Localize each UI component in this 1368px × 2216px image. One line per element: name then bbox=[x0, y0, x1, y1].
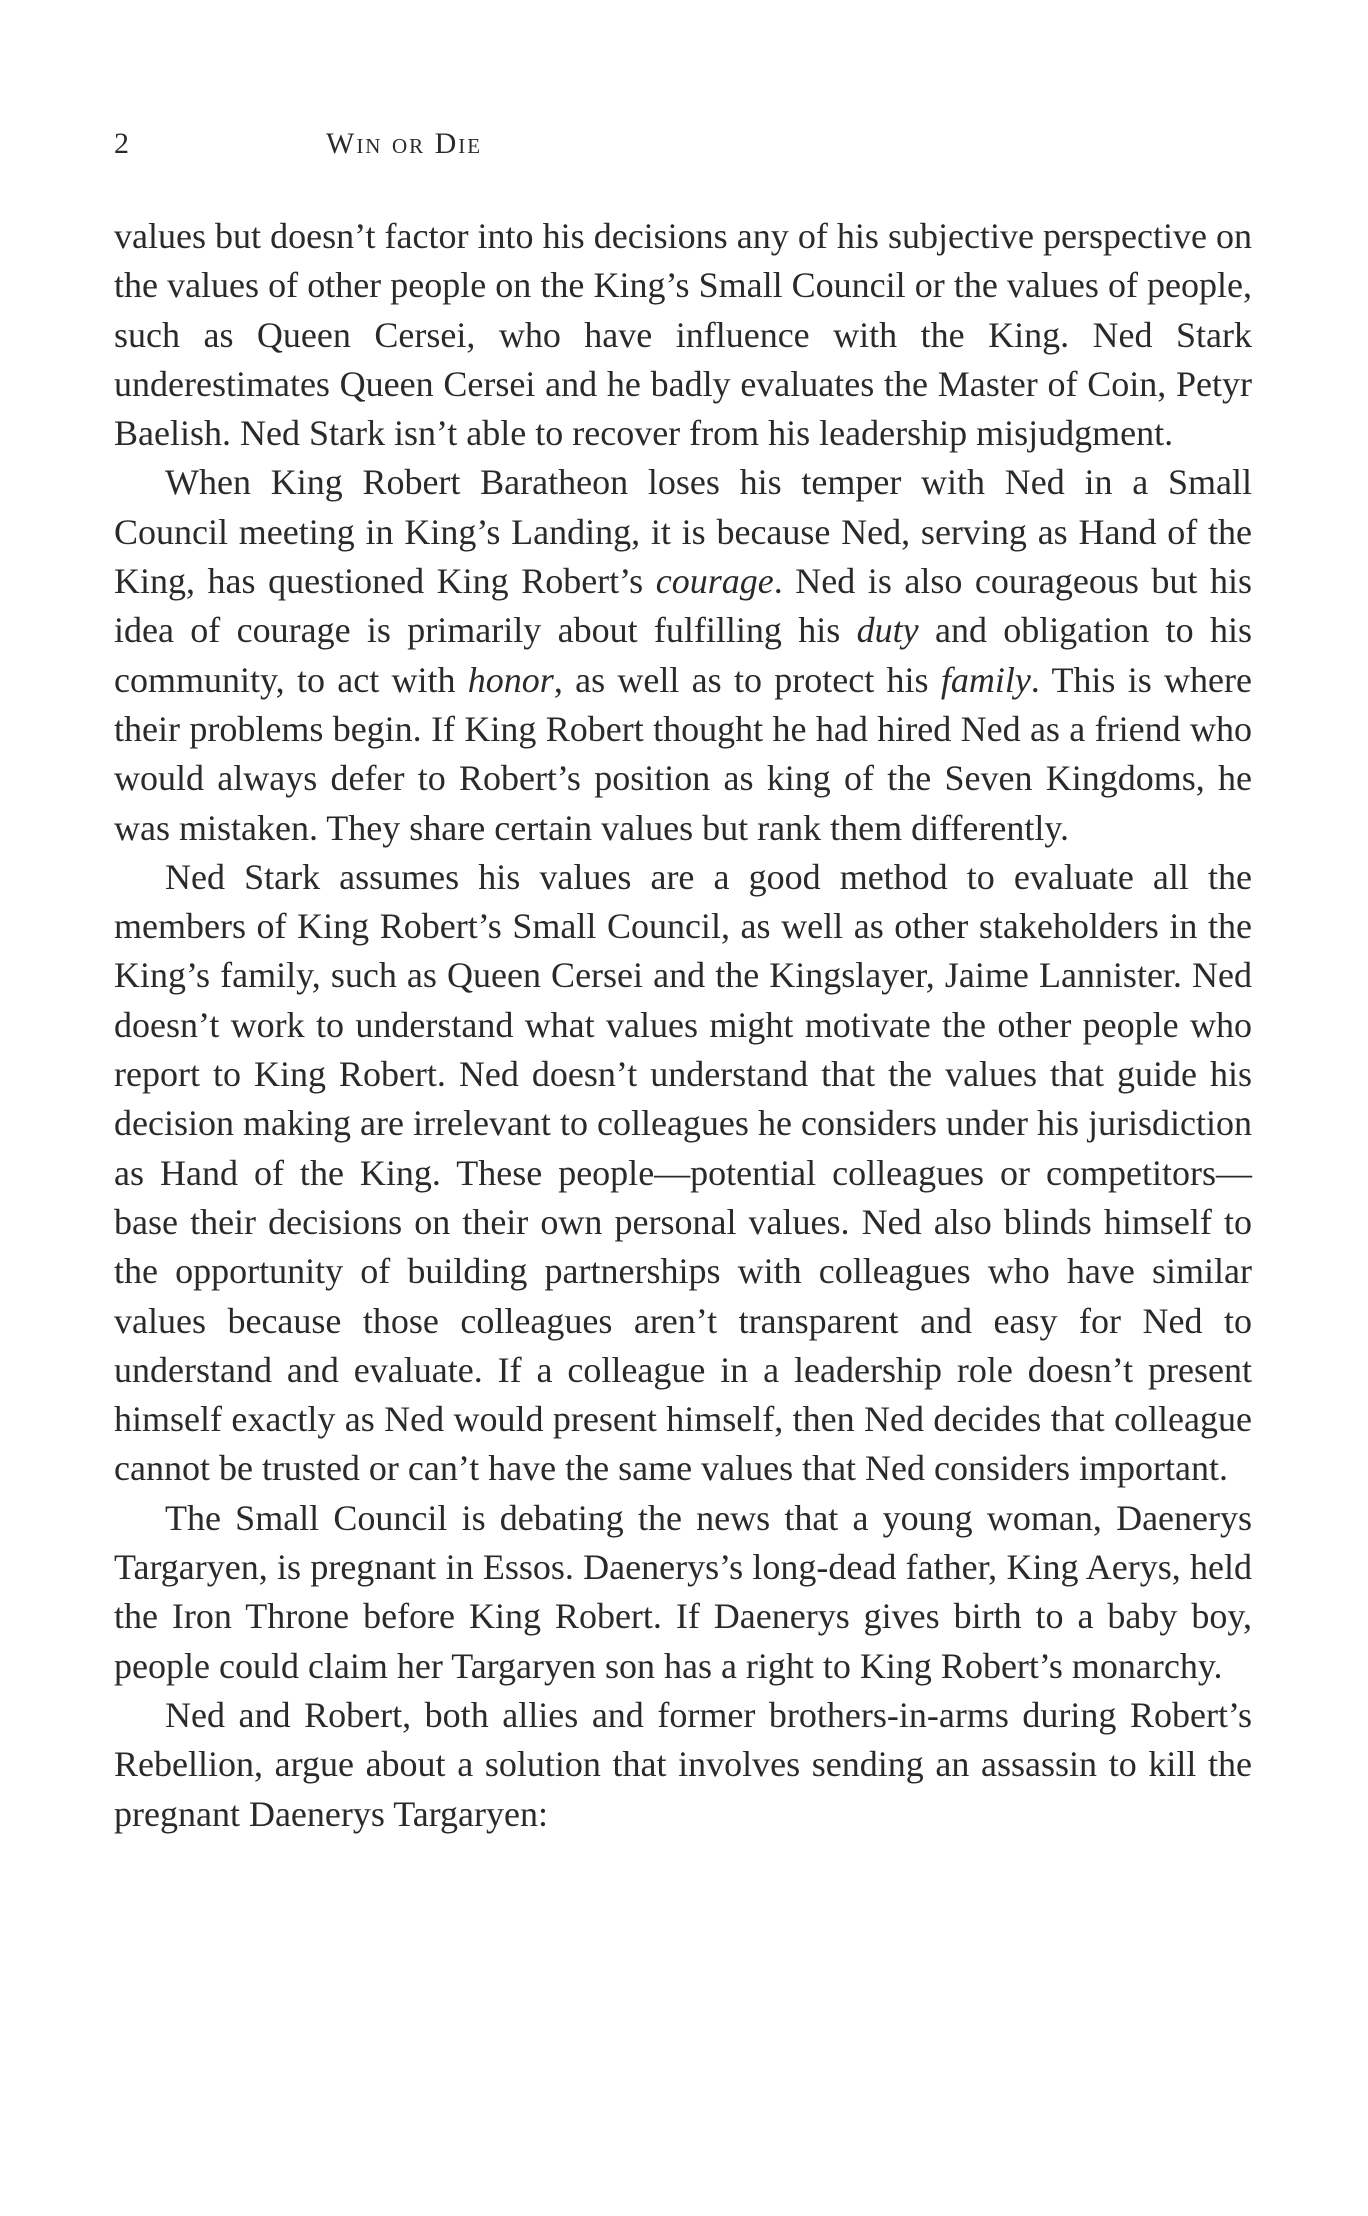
emphasis-duty: duty bbox=[856, 610, 919, 651]
paragraph-text: The Small Council is debating the news that a young woman, Daenerys Targaryen, is pregnant in Essos. Daenerys’s long-dead father, King Aerys, held the Iron Throne before King Robert. If Daenerys gives birth to a baby boy, people could claim her Targaryen son has a right to King Robert’s monarchy. bbox=[114, 1497, 1252, 1686]
emphasis-family: family bbox=[940, 659, 1031, 700]
page-number: 2 bbox=[114, 127, 129, 160]
paragraph-text: , as well as to protect his bbox=[553, 659, 941, 700]
paragraph-text: values but doesn’t factor into his decisions any of his subjective perspective on the values of other people on the King’s Small Council or the values of people, such as Queen Cersei, who have influence with the King. Ned Stark underestimates Queen Cersei and he badly evaluates the Master of Coin, Petyr Baelish. Ned Stark isn’t able to recover from his leadership misjudgment. bbox=[114, 216, 1252, 454]
paragraph-text: . Ned is also courageous but his idea of courage is primarily about fulfilling his bbox=[114, 561, 1252, 651]
paragraph-text: When King Robert Baratheon loses his temper with Ned in a Small Council meeting in King’s Landing, it is because Ned, serving as Hand of the King, has questioned King Robert’s bbox=[114, 462, 1252, 602]
paragraph-text: Ned Stark assumes his values are a good method to evaluate all the members of King Robert’s Small Council, as well as other stakeholders in the King’s family, such as Queen Cersei and the Kingslayer, Jaime Lannister. Ned doesn’t work to understand what values might motivate the other people who report to King Robert. Ned doesn’t understand that the values that guide his decision making are irrelevant to colleagues he considers under his jurisdiction as Hand of the King. These people—potential colleagues or competitors—base their decisions on their own personal values. Ned also blinds himself to the opportunity of building partnerships with colleagues who have similar values because those colleagues aren’t transparent and easy for Ned to understand and evaluate. If a colleague in a leadership role doesn’t present himself exactly as Ned would present himself, then Ned decides that colleague cannot be trusted or can’t have the same values that Ned considers important. bbox=[114, 856, 1252, 1489]
paragraph-text: Ned and Robert, both allies and former brothers-in-arms during Robert’s Rebellion, argue about a solution that involves sending an assassin to kill the pregnant Daenerys Targaryen: bbox=[114, 1694, 1252, 1834]
book-title: Win or Die bbox=[326, 127, 483, 160]
paragraph-5 bbox=[114, 1691, 1252, 1839]
emphasis-honor: honor bbox=[467, 659, 554, 700]
paragraph-4 bbox=[114, 1494, 1252, 1691]
paragraph-text: . This is where their problems begin. If King Robert thought he had hired Ned as a friend who would always defer to Robert’s position as king of the Seven Kingdoms, he was mistaken. They share certain values but rank them differently. bbox=[114, 659, 1252, 848]
body-text bbox=[114, 212, 1252, 1839]
paragraph-2 bbox=[114, 458, 1252, 852]
running-head bbox=[114, 124, 1254, 164]
paragraph-1 bbox=[114, 212, 1252, 458]
paragraph-3 bbox=[114, 853, 1252, 1494]
emphasis-courage: courage bbox=[655, 561, 774, 602]
paragraph-text: and obligation to his community, to act with bbox=[114, 610, 1253, 700]
